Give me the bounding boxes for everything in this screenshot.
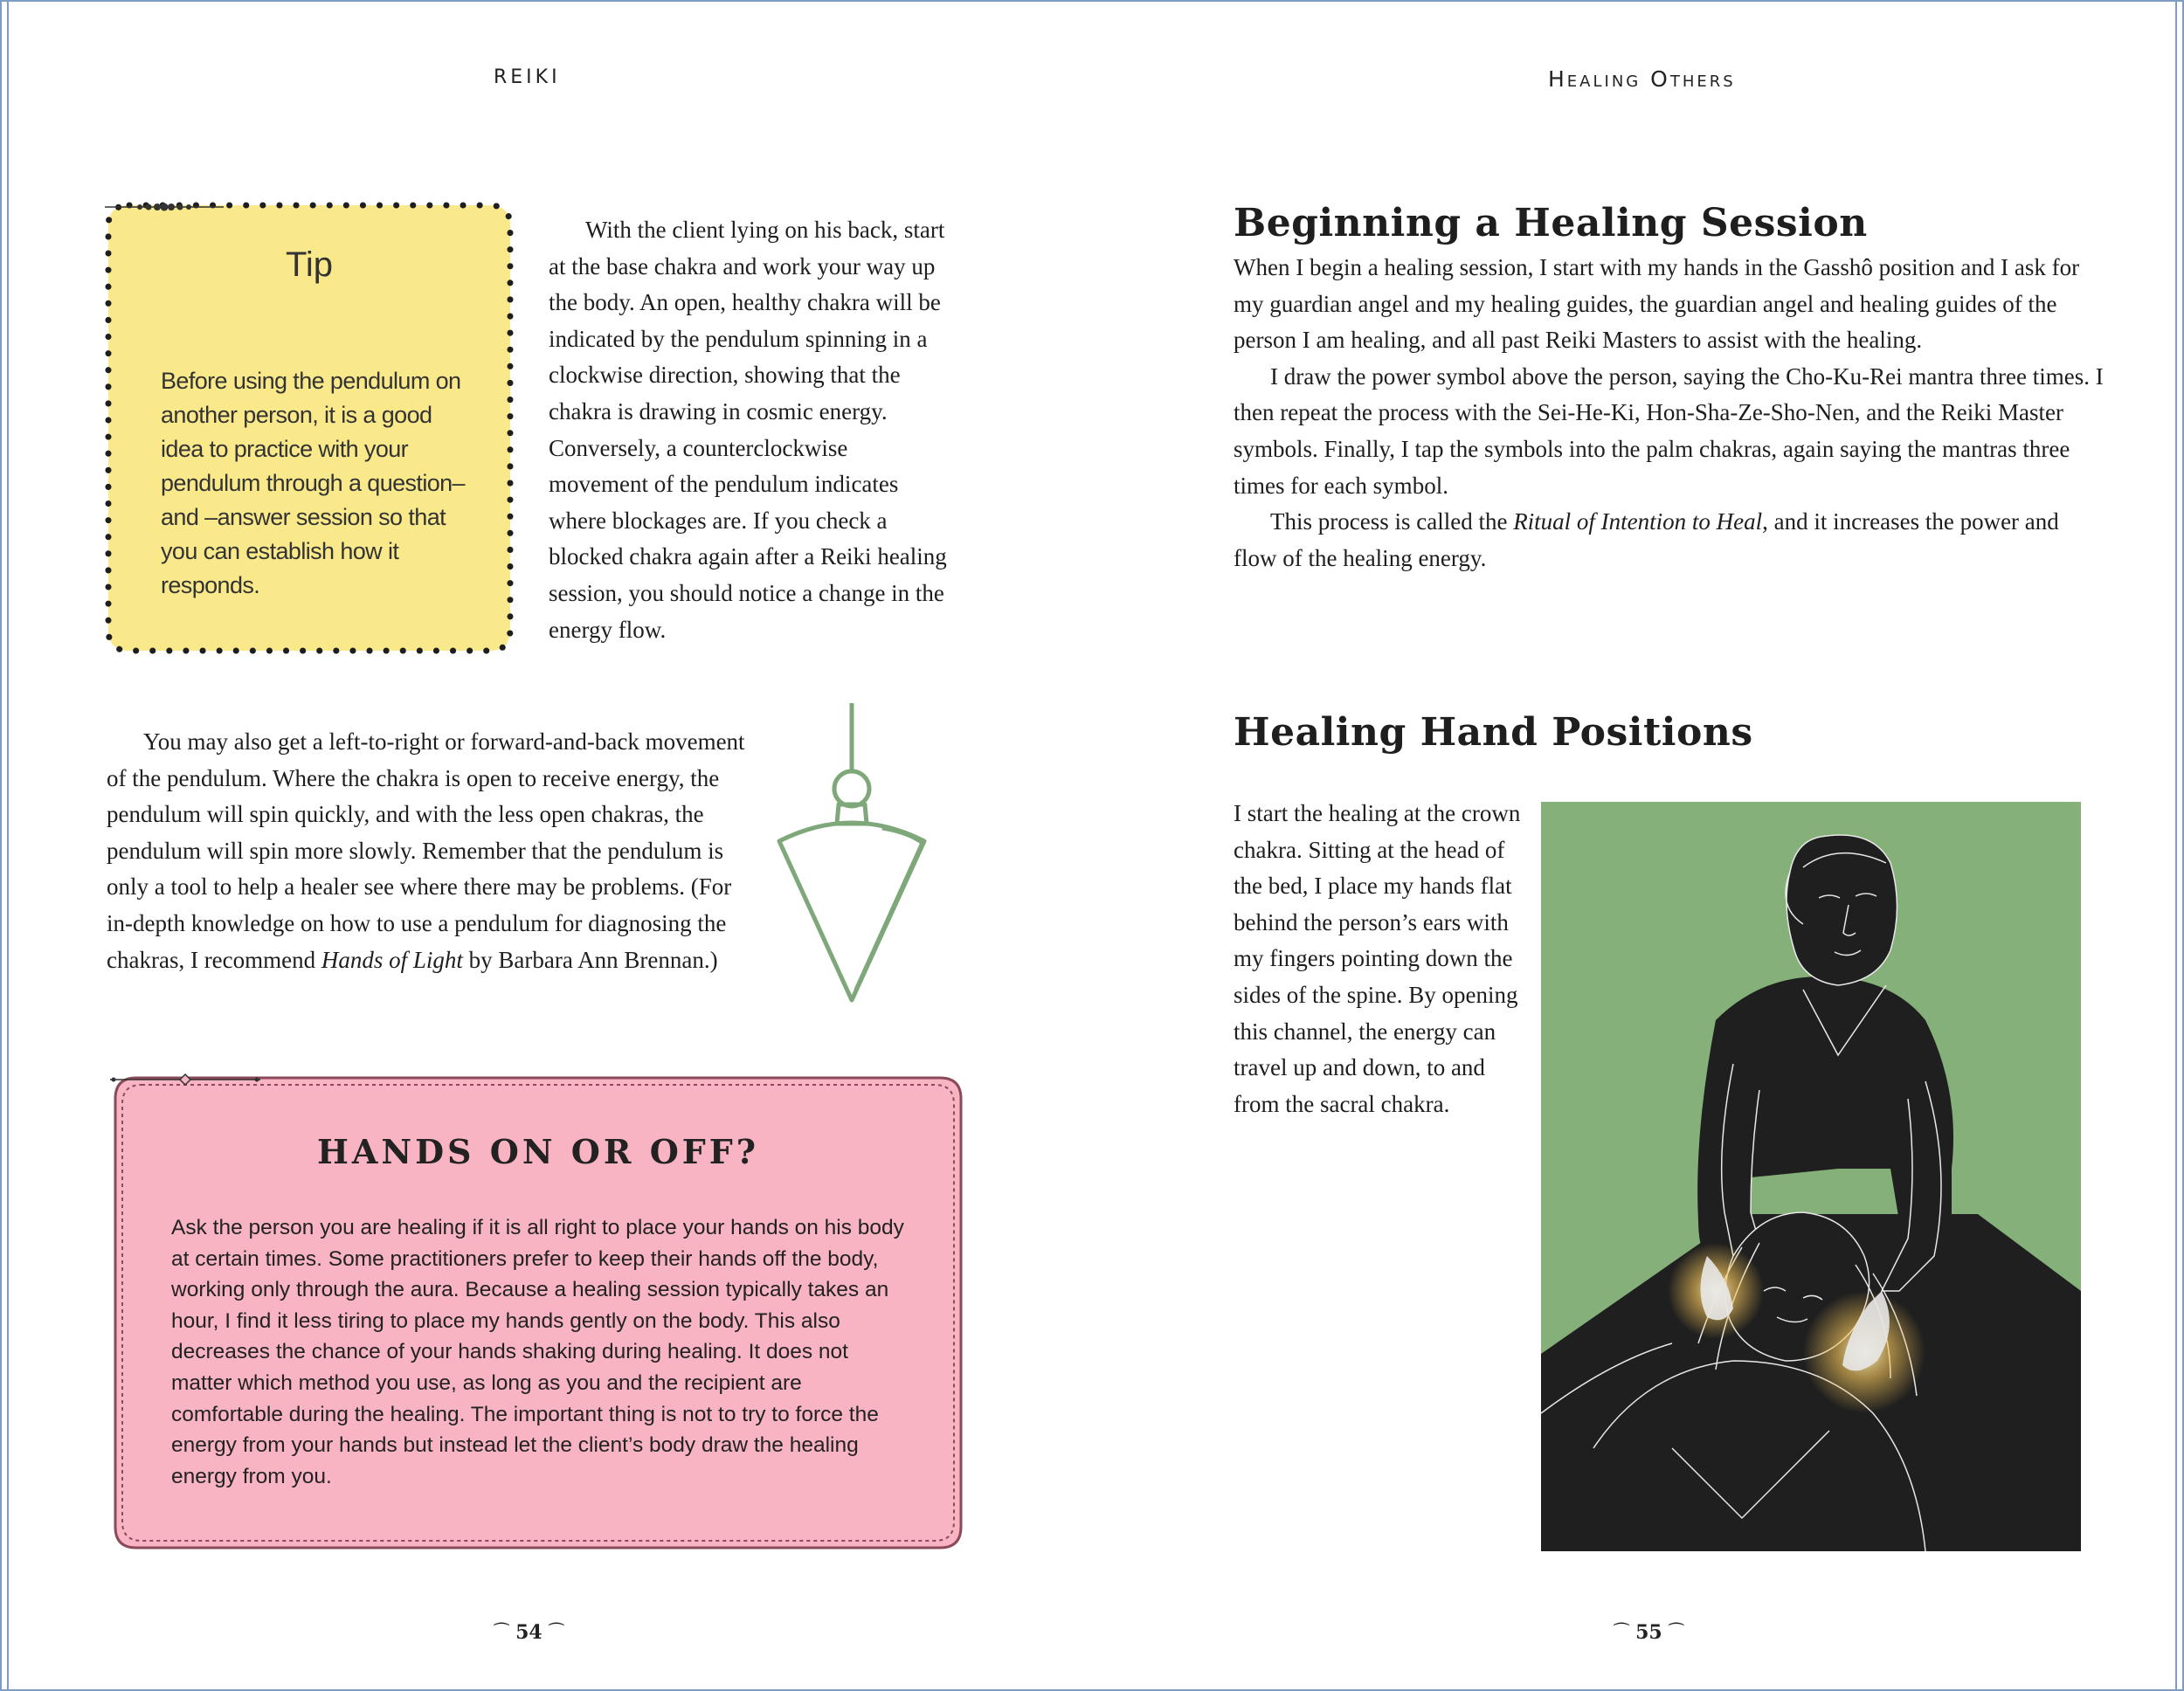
left-lower-text: [107, 724, 753, 978]
hands-box-title: HANDS ON OR OFF?: [316, 1132, 760, 1171]
hands-on-or-off-box: [110, 1073, 966, 1553]
session-paragraph-3: [1234, 504, 2107, 576]
session-paragraph-1: When I begin a healing session, I start with my hands in the Gasshô position and I ask for my guardian angel and my healing guides, the guardian angel and healing guides of the person I am healing, and all past Reiki Masters to assist with the healing.: [1234, 254, 2080, 354]
folio-ornament-left-r: ⁀: [1614, 1622, 1629, 1643]
beginning-session-text: [1234, 250, 2107, 576]
tip-divider-ornament: [105, 202, 224, 212]
pendulum-paragraph-1: With the client lying on his back, start at the base chakra and work your way up the body. An open, healthy chakra will be indicated by the pendulum spinning in a clockwise direction, showing that the chakra is drawing in cosmic energy. Conversely, a counterclockwise movement of the pendulum indicates where blockages are. If you check a blocked chakra again after a Reiki healing session, you should notice a change in the energy flow.: [549, 217, 947, 643]
pendulum-paragraph-2-b: by Barbara Ann Brennan.): [462, 946, 718, 973]
right-page: [1092, 0, 2184, 1691]
tip-box: [105, 202, 514, 654]
left-column-text: [549, 212, 950, 648]
book-title: Hands of Light: [321, 946, 463, 973]
session-paragraph-2: I draw the power symbol above the person, saying the Cho-Ku-Rei mantra three times. I then repeat the process with the Sei-He-Ki, Hon-Sha-Ze-Sho-Nen, and the Reiki Master symbols. Finally, I tap the symbols into the palm chakras, again saying the mantras three times for each symbol.: [1234, 362, 2104, 499]
folio-ornament-left: ⁀: [494, 1622, 509, 1643]
hand-positions-text: [1234, 796, 1522, 1122]
healing-illustration: [1541, 802, 2081, 1551]
heading-hand-positions: Healing Hand Positions: [1234, 710, 1753, 755]
left-running-head: REIKI: [494, 66, 561, 88]
hands-divider-ornament: [110, 1073, 260, 1087]
left-folio-number: 54: [515, 1621, 543, 1644]
session-paragraph-3-b: , and it increases the power and flow of the healing energy.: [1234, 508, 2059, 571]
hands-box-text: Ask the person you are healing if it is all right to place your hands on his body at certain times. Some practitioners prefer to keep their hands off the body, working only through the aura. Because a healing session typically takes an hour, I find it less tiring to place my hands gently on the body. This also decreases the chance of your hands shaking during healing. It does not matter which method you use, as long as you and the recipient are comfortable during the healing. The important thing is not to try to force the energy from your hands but instead let the client’s body draw the healing energy from you.: [171, 1216, 904, 1488]
tip-text: Before using the pendulum on another person, it is a good idea to practice with your pendulum through a question–and –answer session so that you can establish how it responds.: [161, 368, 465, 598]
right-running-head: Healing Others: [1548, 66, 1736, 92]
right-page-number: [1607, 1621, 1690, 1644]
folio-ornament-right-r: ⁀: [1669, 1622, 1683, 1643]
left-page-number: [487, 1621, 570, 1644]
session-paragraph-3-a: This process is called the: [1270, 508, 1514, 535]
pendulum-icon: [769, 701, 943, 1007]
healer-head: [1787, 835, 1897, 985]
right-folio-number: 55: [1635, 1621, 1662, 1644]
heading-beginning-session: Beginning a Healing Session: [1234, 201, 1868, 245]
folio-ornament-right: ⁀: [549, 1622, 563, 1643]
pendulum-paragraph-2: [107, 724, 753, 978]
pendulum-paragraph-2-a: You may also get a left-to-right or forward-and-back movement of the pendulum. Where the chakra is open to receive energy, the pendulum will spin quickly, and with the less open chakras, the pendulum will spin more slowly. Remember that the pendulum is only a tool to help a healer see where there may be problems. (For in-depth knowledge on how to use a pendulum for diagnosing the chakras, I recommend: [107, 728, 745, 973]
tip-title: Tip: [285, 245, 334, 284]
hand-positions-paragraph: I start the healing at the crown chakra. Sitting at the head of the bed, I place my hands flat behind the person’s ears with my fingers pointing down the sides of the spine. By opening this channel, the energy can travel up and down, to and from the sacral chakra.: [1234, 800, 1521, 1117]
ritual-name: Ritual of Intention to Heal: [1513, 508, 1763, 535]
